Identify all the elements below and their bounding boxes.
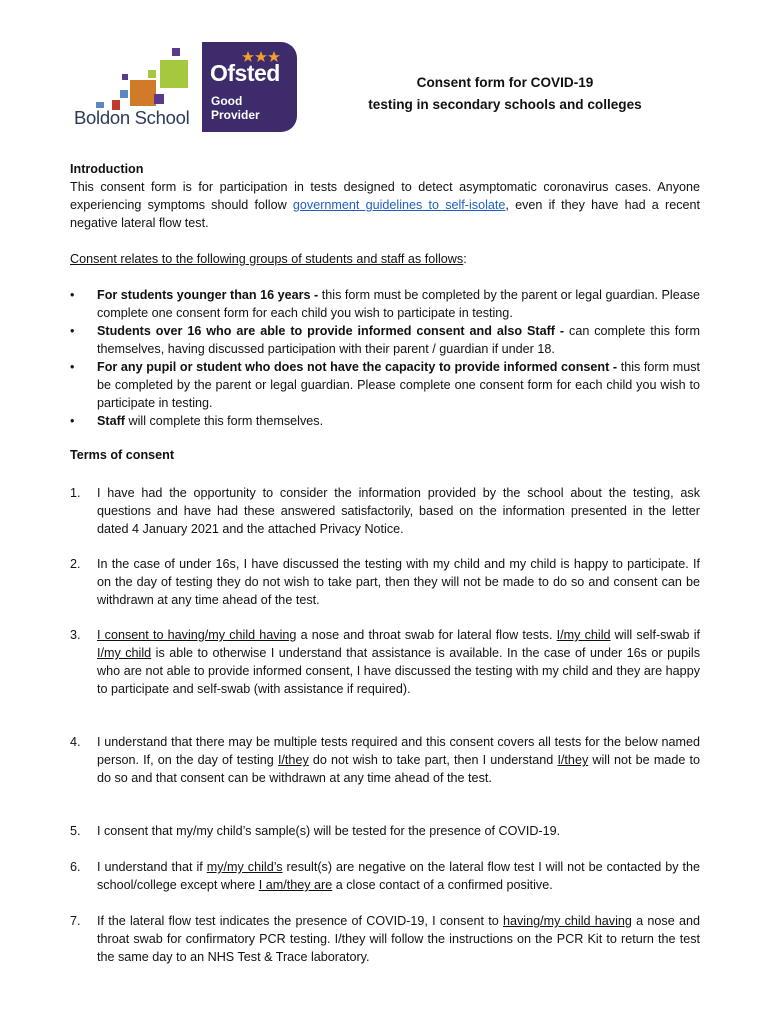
ofsted-rating-line1: Good xyxy=(211,94,243,108)
item-number: 5. xyxy=(70,824,81,838)
terms-item-2 xyxy=(70,555,700,609)
ofsted-rating-line2: Provider xyxy=(211,108,260,122)
terms-item-7 xyxy=(70,912,700,966)
terms-item-1 xyxy=(70,484,700,538)
intro-text-start: This consent form is for participation in tests designed to detect asymptomatic coronavirus cases. Anyone experiencing symptoms should follow xyxy=(70,180,700,212)
bullet-text: will complete this form themselves. xyxy=(125,414,324,428)
terms-item-5 xyxy=(70,822,700,840)
item-underlined: I consent to having/my child having xyxy=(97,628,297,642)
item-number: 3. xyxy=(70,628,81,642)
school-name: Boldon School xyxy=(74,107,190,128)
document-title xyxy=(330,72,680,116)
bullet-text: this form must be completed by the parent or legal guardian. Please complete one consent form for each child you wish to participate in testing. xyxy=(97,288,701,320)
item-text: a close contact of a confirmed positive. xyxy=(332,878,553,892)
item-text: I have had the opportunity to consider the information provided by the school about the testing, ask questions and have had these answered satisfactorily, based on the information presented in the letter dated 4 January 2021 and the attached Privacy Notice. xyxy=(97,486,700,536)
bullet-text: can complete this form themselves, having discussed participation with their parent / guardian if under 18. xyxy=(97,324,700,356)
terms-item-6 xyxy=(70,858,700,894)
consent-groups-intro-colon: : xyxy=(463,252,467,266)
item-text: I consent that my/my child’s sample(s) will be tested for the presence of COVID-19. xyxy=(97,824,561,838)
bullet-icon: • xyxy=(70,414,75,428)
item-underlined: I/my child xyxy=(556,628,611,642)
bullet-bold: For any pupil or student who does not have the capacity to provide informed consent - xyxy=(97,360,621,374)
item-text: will self-swab if xyxy=(610,628,701,642)
intro-text-end: , even if they have had a recent negative lateral flow test. xyxy=(70,198,701,230)
item-text: In the case of under 16s, I have discussed the testing with my child and my child is happy to participate. If on the day of testing they do not wish to take part, then they will not be made to do so and consent can be withdrawn at any time ahead of the test. xyxy=(97,557,700,607)
title-line-1: Consent form for COVID-19 xyxy=(416,75,594,90)
ofsted-good-provider-badge xyxy=(202,42,297,132)
item-text: a nose and throat swab for confirmatory PCR testing. I/they will follow the instructions on the PCR Kit to return the test the same day to an NHS Test & Trace laboratory. xyxy=(97,914,700,964)
item-text: I understand that there may be multiple tests required and this consent covers all tests for the below named person. If, on the day of testing xyxy=(97,735,700,767)
bullet-bold: For students younger than 16 years - xyxy=(97,288,322,302)
item-number: 1. xyxy=(70,486,81,500)
bullet-bold: Staff xyxy=(97,414,125,428)
terms-heading: Terms of consent xyxy=(70,448,175,462)
bullet-item xyxy=(70,286,700,322)
item-number: 7. xyxy=(70,914,81,928)
self-isolate-guidelines-link[interactable]: government guidelines to self-isolate xyxy=(292,198,506,212)
item-text: a nose and throat swab for lateral flow tests. xyxy=(296,628,557,642)
item-text: will not be made to do so and that consent can be withdrawn at any time ahead of the test. xyxy=(97,753,700,785)
item-text: I understand that if xyxy=(97,860,207,874)
bullet-icon: • xyxy=(70,324,75,338)
title-line-2: testing in secondary schools and colleges xyxy=(368,97,642,112)
item-underlined: my/my child’s xyxy=(206,860,283,874)
item-text: do not wish to take part, then I understand xyxy=(308,753,558,767)
item-number: 6. xyxy=(70,860,81,874)
bullet-icon: • xyxy=(70,288,75,302)
item-text: is able to otherwise I understand that assistance is available. In the case of under 16s or pupils who are not able to provide informed consent, I have discussed the testing with my child and they are happy to participate and self-swab (with assistance if required). xyxy=(97,646,701,696)
item-number: 4. xyxy=(70,735,81,749)
consent-groups-intro-text: Consent relates to the following groups of students and staff as follows xyxy=(70,252,464,266)
bullet-item xyxy=(70,412,700,430)
item-text: If the lateral flow test indicates the presence of COVID-19, I consent to xyxy=(97,914,503,928)
introduction-paragraph xyxy=(70,178,700,232)
item-underlined: I/they xyxy=(557,753,589,767)
item-underlined: having/my child having xyxy=(502,914,632,928)
consent-groups-intro xyxy=(70,250,700,268)
item-underlined: I am/they are xyxy=(258,878,333,892)
bullet-text: this form must be completed by the parent or legal guardian. Please complete one consent form for each child you wish to participate in testing. xyxy=(97,360,701,410)
bullet-item xyxy=(70,358,700,412)
item-number: 2. xyxy=(70,557,81,571)
ofsted-name: Ofsted xyxy=(210,60,280,86)
terms-item-4 xyxy=(70,733,700,787)
bullet-item xyxy=(70,322,700,358)
bullet-bold: Students over 16 who are able to provide informed consent and also Staff - xyxy=(97,324,570,338)
terms-item-3 xyxy=(70,626,700,698)
item-underlined: I/my child xyxy=(97,646,152,660)
bullet-icon: • xyxy=(70,360,75,374)
introduction-heading: Introduction xyxy=(70,162,144,176)
item-underlined: I/they xyxy=(277,753,309,767)
item-text: result(s) are negative on the lateral flow test I will not be contacted by the school/college except where xyxy=(97,860,700,892)
